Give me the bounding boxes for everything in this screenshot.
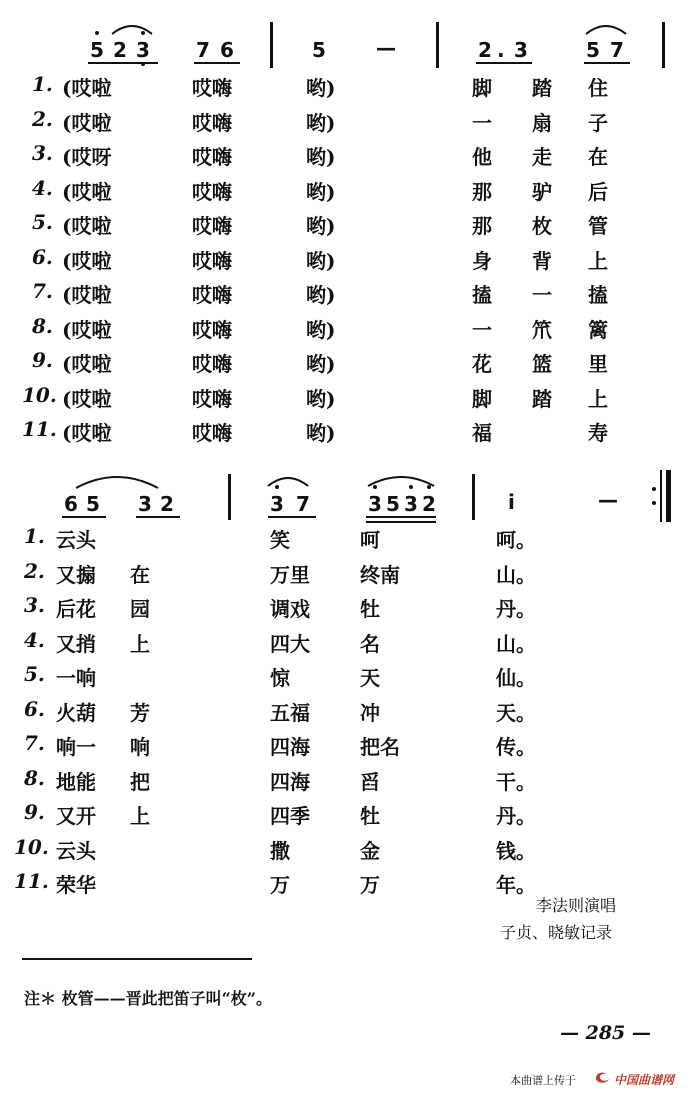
footnote-divider bbox=[22, 958, 252, 960]
verse-number: 6. bbox=[24, 696, 45, 721]
beam bbox=[88, 62, 158, 64]
beam bbox=[476, 62, 532, 64]
beam bbox=[366, 516, 436, 518]
lyric-syllable: 惊 bbox=[270, 666, 290, 690]
lyric-syllable: 天。 bbox=[496, 700, 536, 725]
lyric-syllable: (哎啦 bbox=[62, 110, 112, 135]
lyric-syllable: 哎嗨 bbox=[192, 386, 232, 411]
note: 6 bbox=[220, 38, 235, 62]
note: 3 bbox=[514, 38, 529, 62]
lyric-syllable: 撒 bbox=[270, 838, 290, 863]
lyric-syllable: 舀 bbox=[360, 769, 380, 794]
lyric-syllable: (哎啦 bbox=[62, 386, 112, 411]
lyric-syllable: 名 bbox=[360, 631, 380, 656]
lyric-syllable: 哟) bbox=[306, 145, 336, 169]
lyric-syllable: 钱。 bbox=[496, 838, 536, 863]
note: 5 bbox=[312, 38, 327, 62]
lyric-syllable: 一响 bbox=[56, 666, 96, 690]
lyric-syllable: 搕 bbox=[588, 283, 608, 307]
lyric-syllable: 五福 bbox=[270, 700, 310, 725]
lyric-syllable: 响一 bbox=[56, 735, 96, 759]
beam bbox=[136, 516, 180, 518]
lyric-syllable: 篮 bbox=[532, 352, 552, 376]
lyric-syllable: (哎啦 bbox=[62, 421, 112, 445]
lyric-syllable: 后 bbox=[588, 179, 608, 204]
lyric-syllable: 一 bbox=[532, 283, 552, 307]
lyric-syllable: 脚 bbox=[472, 76, 492, 100]
verse-number: 11. bbox=[14, 869, 49, 893]
lyric-syllable: 干。 bbox=[496, 769, 536, 794]
lyric-syllable: 管 bbox=[588, 214, 608, 238]
lyric-syllable: 在 bbox=[130, 562, 150, 587]
note: 6 bbox=[64, 492, 79, 516]
repeat-dot bbox=[652, 487, 656, 491]
verse-number: 3. bbox=[32, 141, 53, 165]
lyric-syllable: (哎啦 bbox=[62, 179, 112, 204]
lyric-syllable: 哎嗨 bbox=[192, 76, 232, 100]
lyric-syllable: 哎嗨 bbox=[192, 214, 232, 238]
lyric-syllable: 脚 bbox=[472, 386, 492, 411]
lyric-syllable: 哟) bbox=[306, 283, 336, 307]
lyric-syllable: (哎啦 bbox=[62, 283, 112, 307]
verse-number: 6. bbox=[32, 244, 53, 269]
note: i bbox=[508, 490, 516, 514]
lyric-syllable: 丹。 bbox=[496, 804, 536, 828]
verse-number: 8. bbox=[24, 765, 45, 790]
beam bbox=[584, 62, 630, 64]
lyric-syllable: 枚 bbox=[532, 214, 552, 238]
lyric-syllable: (哎啦 bbox=[62, 214, 112, 238]
lyric-syllable: 哎嗨 bbox=[192, 179, 232, 204]
lyric-syllable: 哟) bbox=[306, 179, 336, 204]
lyric-syllable: 扇 bbox=[532, 110, 552, 135]
recorder-credit: 子贞、晓敏记录 bbox=[500, 923, 613, 942]
final-barline bbox=[666, 470, 671, 522]
verse-number: 1. bbox=[32, 72, 53, 96]
lyric-syllable: 丹。 bbox=[496, 597, 536, 621]
lyric-syllable: 里 bbox=[588, 352, 608, 376]
verse-number: 3. bbox=[24, 593, 45, 617]
lyric-syllable: (哎啦 bbox=[62, 76, 112, 100]
lyric-syllable: 子 bbox=[588, 110, 608, 135]
lyric-syllable: 四海 bbox=[270, 769, 310, 794]
slur bbox=[110, 22, 154, 36]
octave-dot bbox=[95, 31, 99, 35]
lyric-syllable: 把名 bbox=[360, 735, 400, 759]
verse-number: 5. bbox=[24, 662, 45, 686]
verse-number: 4. bbox=[24, 627, 45, 652]
lyric-syllable: 万 bbox=[270, 873, 290, 897]
lyric-syllable: 篱 bbox=[588, 317, 608, 342]
verse-number: 7. bbox=[24, 731, 45, 755]
note: 3 bbox=[270, 492, 285, 516]
lyric-syllable: 上 bbox=[588, 248, 608, 273]
lyric-syllable: 背 bbox=[532, 248, 552, 273]
lyric-syllable: 芳 bbox=[130, 700, 150, 725]
lyric-syllable: 园 bbox=[130, 597, 150, 621]
lyric-syllable: 上 bbox=[588, 386, 608, 411]
lyric-syllable: 上 bbox=[130, 804, 150, 828]
lyric-syllable: 那 bbox=[472, 179, 492, 204]
lyric-syllable: (哎呀 bbox=[62, 145, 112, 169]
lyric-syllable: 又开 bbox=[56, 804, 96, 828]
lyric-syllable: 把 bbox=[130, 769, 150, 794]
performer-credit: 李法则演唱 bbox=[536, 896, 617, 915]
note: 3 bbox=[404, 492, 419, 516]
lyric-syllable: 哎嗨 bbox=[192, 110, 232, 135]
lyric-syllable: 牡 bbox=[360, 804, 380, 828]
lyric-syllable: 哟) bbox=[306, 386, 336, 411]
lyric-syllable: 金 bbox=[360, 838, 380, 863]
lyric-syllable: 哟) bbox=[306, 248, 336, 273]
note: 7 bbox=[196, 38, 211, 62]
verse-number: 4. bbox=[32, 175, 53, 200]
lyric-syllable: 上 bbox=[130, 631, 150, 656]
lyric-syllable: 一 bbox=[472, 317, 492, 342]
verse-number: 2. bbox=[32, 106, 53, 131]
lyric-syllable: 哎嗨 bbox=[192, 283, 232, 307]
verse-number: 10. bbox=[22, 382, 57, 407]
barline bbox=[662, 22, 665, 68]
slur bbox=[74, 474, 160, 490]
lyric-syllable: 住 bbox=[588, 76, 608, 100]
lyric-syllable: 火葫 bbox=[56, 700, 96, 725]
barline bbox=[472, 474, 475, 520]
lyric-syllable: (哎啦 bbox=[62, 317, 112, 342]
lyric-syllable: 终南 bbox=[360, 562, 400, 587]
page-number: — 285 — bbox=[560, 1022, 651, 1044]
lyric-syllable: 福 bbox=[472, 421, 492, 445]
lyric-syllable: 四海 bbox=[270, 735, 310, 759]
lyric-syllable: 他 bbox=[472, 145, 492, 169]
footnote: 注＊ 枚管——晋此把笛子叫“枚”。 bbox=[24, 989, 272, 1008]
lyric-syllable: 驴 bbox=[532, 179, 552, 204]
beam bbox=[268, 516, 316, 518]
lyric-syllable: 哎嗨 bbox=[192, 145, 232, 169]
lyric-syllable: 冲 bbox=[360, 700, 380, 725]
lyric-syllable: 传。 bbox=[496, 735, 536, 759]
note: 3 bbox=[136, 38, 151, 62]
verse-number: 9. bbox=[32, 348, 53, 372]
note: 5 bbox=[86, 492, 101, 516]
lyric-syllable: 哎嗨 bbox=[192, 317, 232, 342]
lyric-syllable: 哟) bbox=[306, 421, 336, 445]
lyric-syllable: 响 bbox=[130, 735, 150, 759]
lyric-syllable: (哎啦 bbox=[62, 248, 112, 273]
lyric-syllable: 调戏 bbox=[270, 597, 310, 621]
site-name[interactable]: 中国曲谱网 bbox=[614, 1073, 675, 1087]
lyric-syllable: 荣华 bbox=[56, 873, 96, 897]
verse-number: 8. bbox=[32, 313, 53, 338]
lyric-syllable: 呵 bbox=[360, 528, 380, 552]
lyric-syllable: 四大 bbox=[270, 631, 310, 656]
lyric-syllable: 一 bbox=[472, 110, 492, 135]
slur bbox=[366, 474, 436, 488]
note: 5 bbox=[90, 38, 105, 62]
lyric-syllable: 哎嗨 bbox=[192, 352, 232, 376]
note: 3 bbox=[368, 492, 383, 516]
verse-number: 1. bbox=[24, 524, 45, 548]
note: 7 bbox=[610, 38, 625, 62]
beam bbox=[62, 516, 106, 518]
verse-number: 2. bbox=[24, 558, 45, 583]
lyric-syllable: 又搧 bbox=[56, 562, 96, 587]
upload-text: 本曲谱上传于 bbox=[510, 1074, 576, 1087]
verse-number: 9. bbox=[24, 800, 45, 824]
dot-mark: . bbox=[497, 38, 506, 62]
slur bbox=[266, 474, 310, 488]
note: 5 bbox=[586, 38, 601, 62]
verse-number: 5. bbox=[32, 210, 53, 234]
beam bbox=[194, 62, 240, 64]
lyric-syllable: 牡 bbox=[360, 597, 380, 621]
lyric-syllable: 哎嗨 bbox=[192, 248, 232, 273]
barline bbox=[660, 470, 662, 522]
lyric-syllable: 万里 bbox=[270, 562, 310, 587]
note: 3 bbox=[138, 492, 153, 516]
note: 2 bbox=[478, 38, 493, 62]
lyric-syllable: 身 bbox=[472, 248, 492, 273]
lyric-syllable: (哎啦 bbox=[62, 352, 112, 376]
barline bbox=[228, 474, 231, 520]
verse-number: 10. bbox=[14, 834, 49, 859]
repeat-dot bbox=[652, 501, 656, 505]
lyric-syllable: 哟) bbox=[306, 214, 336, 238]
note: 5 bbox=[386, 492, 401, 516]
lyric-syllable: 哎嗨 bbox=[192, 421, 232, 445]
lyric-syllable: 笊 bbox=[532, 317, 552, 342]
lyric-syllable: 哟) bbox=[306, 317, 336, 342]
barline bbox=[270, 22, 273, 68]
lyric-syllable: 后花 bbox=[56, 597, 96, 621]
lyric-syllable: 四季 bbox=[270, 804, 310, 828]
lyric-syllable: 哟) bbox=[306, 110, 336, 135]
verse-number: 7. bbox=[32, 279, 53, 303]
lyric-syllable: 寿 bbox=[588, 421, 608, 445]
lyric-syllable: 踏 bbox=[532, 76, 552, 100]
note: 2 bbox=[160, 492, 175, 516]
lyric-syllable: 地能 bbox=[56, 769, 96, 794]
lyric-syllable: 笑 bbox=[270, 528, 290, 552]
dash: — bbox=[376, 36, 397, 60]
slur bbox=[584, 22, 628, 36]
lyric-syllable: 山。 bbox=[496, 562, 536, 587]
lyric-syllable: 云头 bbox=[56, 528, 96, 552]
lyric-syllable: 在 bbox=[588, 145, 608, 169]
barline bbox=[436, 22, 439, 68]
note: 2 bbox=[113, 38, 128, 62]
lyric-syllable: 那 bbox=[472, 214, 492, 238]
verse-number: 11. bbox=[22, 417, 57, 441]
lyric-syllable: 万 bbox=[360, 873, 380, 897]
note: 2 bbox=[422, 492, 437, 516]
lyric-syllable: 年。 bbox=[496, 873, 536, 897]
lyric-syllable: 走 bbox=[532, 145, 552, 169]
lyric-syllable: 呵。 bbox=[496, 528, 536, 552]
lyric-syllable: 天 bbox=[360, 666, 380, 690]
note: 7 bbox=[296, 492, 311, 516]
dash: — bbox=[598, 488, 619, 512]
lyric-syllable: 踏 bbox=[532, 386, 552, 411]
lyric-syllable: 又捎 bbox=[56, 631, 96, 656]
lyric-syllable: 搕 bbox=[472, 283, 492, 307]
beam bbox=[366, 521, 436, 523]
site-logo-icon bbox=[594, 1070, 612, 1086]
lyric-syllable: 花 bbox=[472, 352, 492, 376]
lyric-syllable: 哟) bbox=[306, 76, 336, 100]
lyric-syllable: 仙。 bbox=[496, 666, 536, 690]
lyric-syllable: 云头 bbox=[56, 838, 96, 863]
lyric-syllable: 哟) bbox=[306, 352, 336, 376]
lyric-syllable: 山。 bbox=[496, 631, 536, 656]
